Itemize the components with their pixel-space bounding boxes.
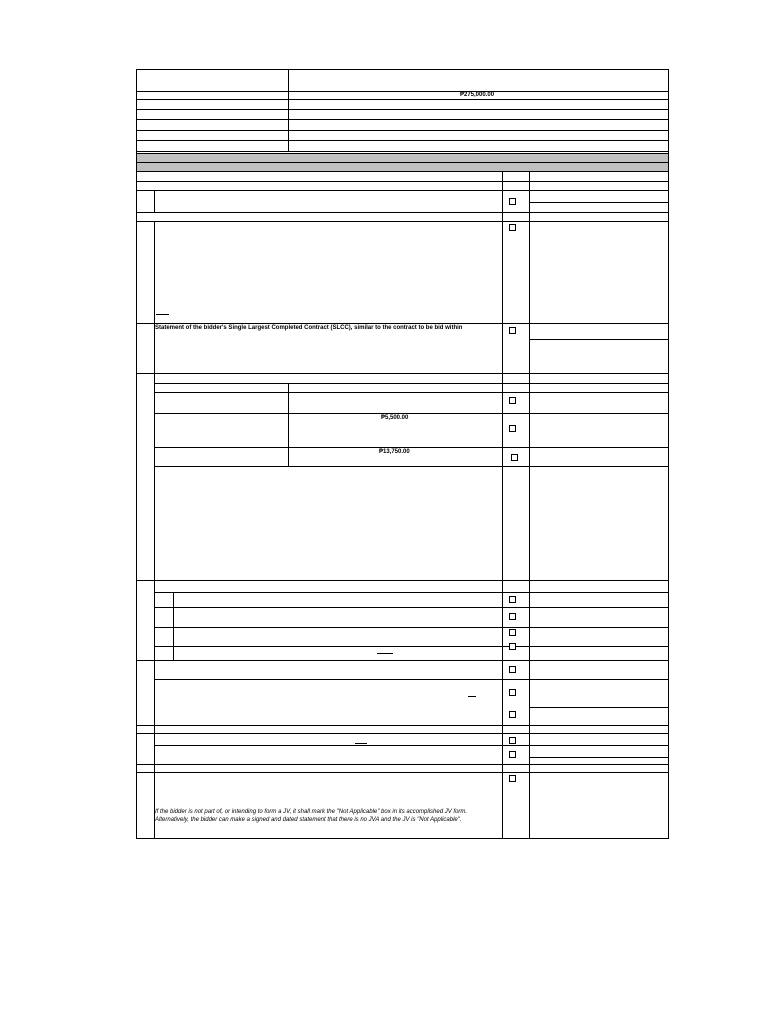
checkbox-class-b-2[interactable] <box>509 751 516 758</box>
jva-note-line-2: Alternatively, the bidder can make a signed and dated statement that there is no JVA and the JV is "Not Applicable". <box>155 817 462 823</box>
number-col-divider <box>154 221 155 839</box>
check-col-right <box>529 171 530 838</box>
row-line <box>136 764 669 765</box>
row-line <box>136 181 669 182</box>
remarks-subline <box>529 339 668 340</box>
row-line <box>154 447 669 448</box>
row-line <box>154 383 669 384</box>
band-line <box>136 171 669 172</box>
row-line <box>136 733 669 734</box>
header-col-divider <box>288 69 289 151</box>
underline-mark <box>377 653 393 654</box>
check-col-left <box>502 171 503 838</box>
row-line <box>154 392 669 393</box>
row-line <box>154 745 669 746</box>
row-line <box>154 592 669 593</box>
header-row-line <box>136 140 669 141</box>
checkbox-bid-security-2[interactable] <box>509 425 516 432</box>
checkbox-slcc[interactable] <box>509 327 516 334</box>
bid-security-amount-1: ₱5,500.00 <box>381 415 409 421</box>
row-line <box>154 413 669 414</box>
header-row-line <box>136 109 669 110</box>
row-line <box>136 580 669 581</box>
form-border-left <box>136 69 137 839</box>
checkbox-technical-1[interactable] <box>509 596 516 603</box>
row-line <box>154 607 669 608</box>
form-border-bottom <box>136 838 669 839</box>
row-line <box>136 772 669 773</box>
checkbox-eligibility-2[interactable] <box>509 224 516 231</box>
header-row-line <box>136 99 669 100</box>
jva-note-line-1: If the bidder is not part of, or intending to form a JV, it shall mark the "Not Applicable" box in its accomplished JV form. <box>155 809 468 815</box>
row-line <box>136 212 669 213</box>
header-row-line <box>136 151 669 152</box>
sub-number-col-divider <box>173 592 174 660</box>
row-line <box>154 466 669 467</box>
abc-amount: ₱275,000.00 <box>460 92 495 98</box>
row-line <box>136 221 669 222</box>
row-line <box>154 679 669 680</box>
checkbox-bid-security-1[interactable] <box>509 397 516 404</box>
checkbox-bid-security-3[interactable] <box>511 454 518 461</box>
form-border-right <box>668 69 669 839</box>
checkbox-technical-2[interactable] <box>509 613 516 620</box>
number-col-divider <box>154 190 155 213</box>
header-row-line <box>136 119 669 120</box>
row-line <box>136 323 669 324</box>
row-line <box>154 627 669 628</box>
header-row-line <box>136 91 669 92</box>
slcc-statement: Statement of the bidder's Single Largest Completed Contract (SLCC), similar to the contract to be bid within <box>155 325 463 331</box>
form-border-top <box>136 69 669 70</box>
underline-mark <box>468 696 476 697</box>
checkbox-financial-1[interactable] <box>509 666 516 673</box>
checkbox-technical-3[interactable] <box>509 629 516 636</box>
checkbox-technical-4[interactable] <box>509 643 516 650</box>
checkbox-eligibility-1[interactable] <box>509 198 516 205</box>
bid-security-amount-2: ₱13,750.00 <box>379 449 410 455</box>
checkbox-financial-2[interactable] <box>509 689 516 696</box>
header-row-line <box>136 130 669 131</box>
row-line <box>136 373 669 374</box>
row-line <box>136 660 669 661</box>
band-line <box>136 162 669 163</box>
bid-security-col-divider <box>288 383 289 467</box>
underline-mark <box>156 314 169 315</box>
remarks-subline <box>529 202 668 203</box>
remarks-subline <box>529 757 668 758</box>
row-line <box>136 190 669 191</box>
checkbox-financial-3[interactable] <box>509 711 516 718</box>
checkbox-jva[interactable] <box>509 775 516 782</box>
band-line <box>136 153 669 154</box>
underline-mark <box>355 743 367 744</box>
remarks-subline <box>529 707 668 708</box>
row-line <box>154 646 669 647</box>
row-line <box>136 725 669 726</box>
checkbox-class-b-1[interactable] <box>509 737 516 744</box>
